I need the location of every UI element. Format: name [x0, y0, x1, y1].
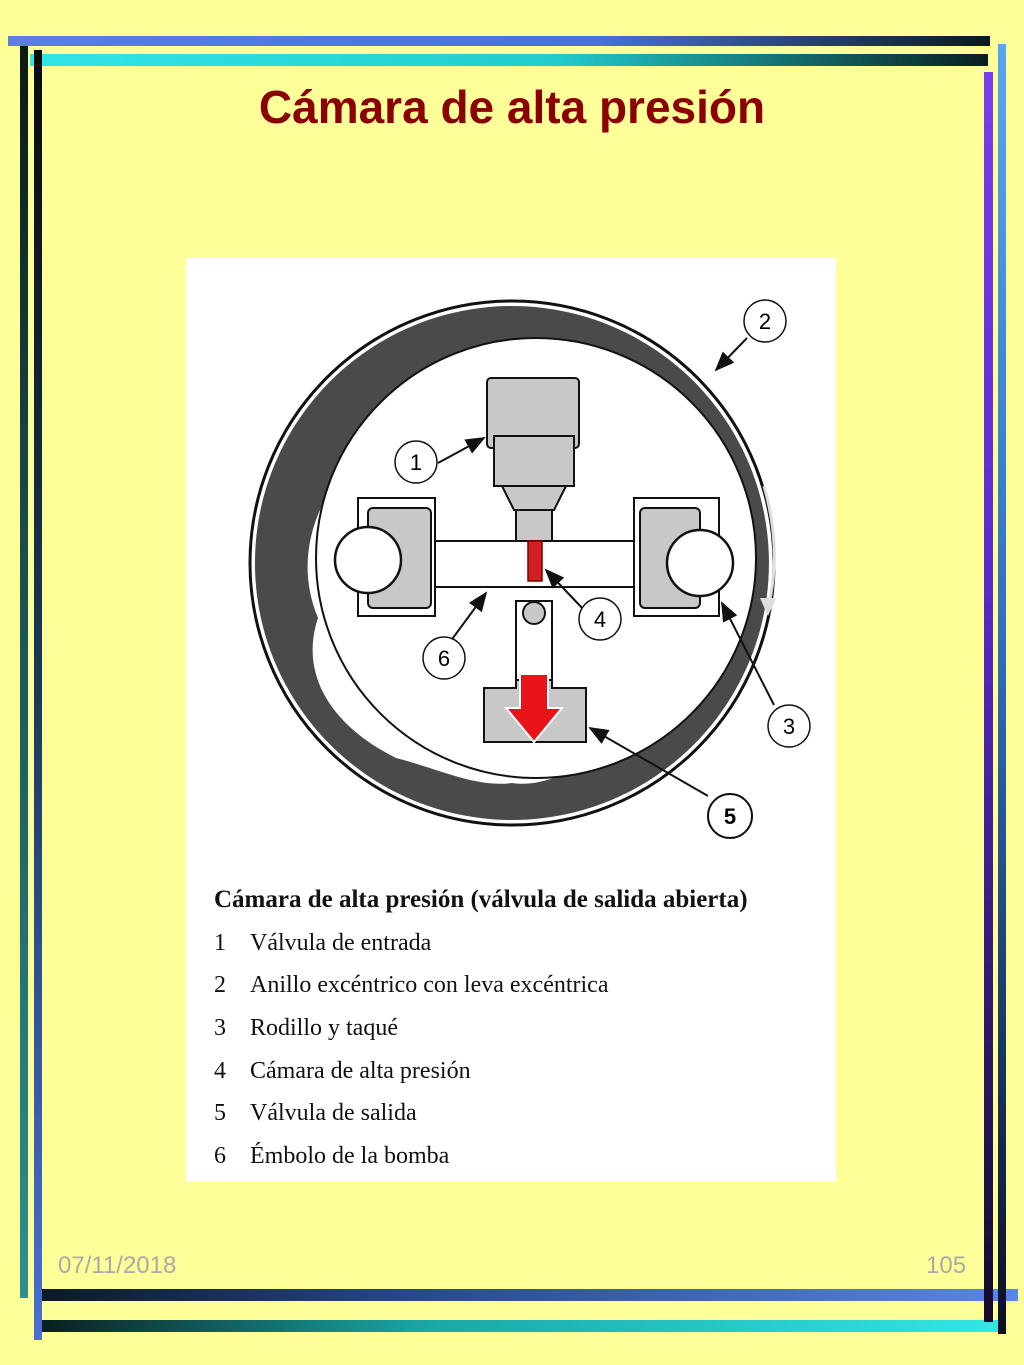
legend-label: Anillo excéntrico con leva excéntrica [250, 972, 609, 999]
pump-diagram [186, 258, 836, 858]
frame-bar-bottom-cyan [38, 1320, 1000, 1332]
frame-bar-right-blue [998, 44, 1006, 1334]
slide-page-number: 105 [926, 1252, 967, 1279]
legend-number: 1 [214, 929, 226, 956]
svg-text:6: 6 [437, 646, 451, 671]
left-roller [335, 527, 401, 593]
slide-date: 07/11/2018 [58, 1252, 177, 1279]
legend-label: Rodillo y taqué [250, 1014, 398, 1041]
legend-number: 4 [214, 1057, 226, 1084]
frame-bar-top-cyan [30, 54, 988, 66]
legend-number: 6 [214, 1142, 226, 1169]
legend-item [214, 1092, 834, 1135]
frame-bar-bottom-blue [38, 1289, 1018, 1301]
legend-number: 2 [214, 972, 226, 999]
svg-text:3: 3 [782, 714, 796, 739]
callout-line-2 [716, 338, 747, 370]
legend-item [214, 1007, 834, 1050]
svg-text:2: 2 [758, 309, 772, 334]
pump-diagram-figure [186, 258, 836, 1182]
frame-bar-left-teal [20, 46, 28, 1298]
legend-item [214, 1135, 834, 1178]
legend-label: Émbolo de la bomba [250, 1142, 450, 1169]
high-pressure-chamber [528, 541, 542, 581]
svg-text:1: 1 [409, 450, 423, 475]
callout-6 [423, 637, 465, 679]
right-roller [667, 530, 733, 596]
legend-number: 3 [214, 1014, 226, 1041]
legend-item [214, 922, 834, 965]
inlet-valve-body [494, 436, 574, 486]
callout-3 [768, 705, 810, 747]
callout-1 [395, 441, 437, 483]
inlet-valve-stem [516, 510, 552, 541]
legend-label: Válvula de salida [250, 1100, 417, 1127]
frame-bar-top-blue [8, 36, 990, 46]
figure-caption [214, 886, 834, 1178]
inlet-valve-neck [502, 486, 566, 510]
caption-title: Cámara de alta presión (válvula de salida abierta) [214, 886, 748, 913]
frame-bar-right-purple [984, 72, 993, 1322]
svg-text:4: 4 [593, 607, 607, 632]
callout-5 [708, 794, 752, 838]
legend-item [214, 1050, 834, 1093]
legend-label: Válvula de entrada [250, 929, 432, 956]
callout-2 [744, 300, 786, 342]
slide-title: Cámara de alta presión [258, 81, 766, 133]
frame-bar-left-blue [34, 50, 42, 1340]
svg-text:5: 5 [723, 804, 737, 829]
outlet-valve-ball [523, 602, 545, 624]
legend-item [214, 965, 834, 1008]
legend-label: Cámara de alta presión [250, 1057, 471, 1084]
legend-number: 5 [214, 1100, 226, 1127]
callout-4 [579, 598, 621, 640]
